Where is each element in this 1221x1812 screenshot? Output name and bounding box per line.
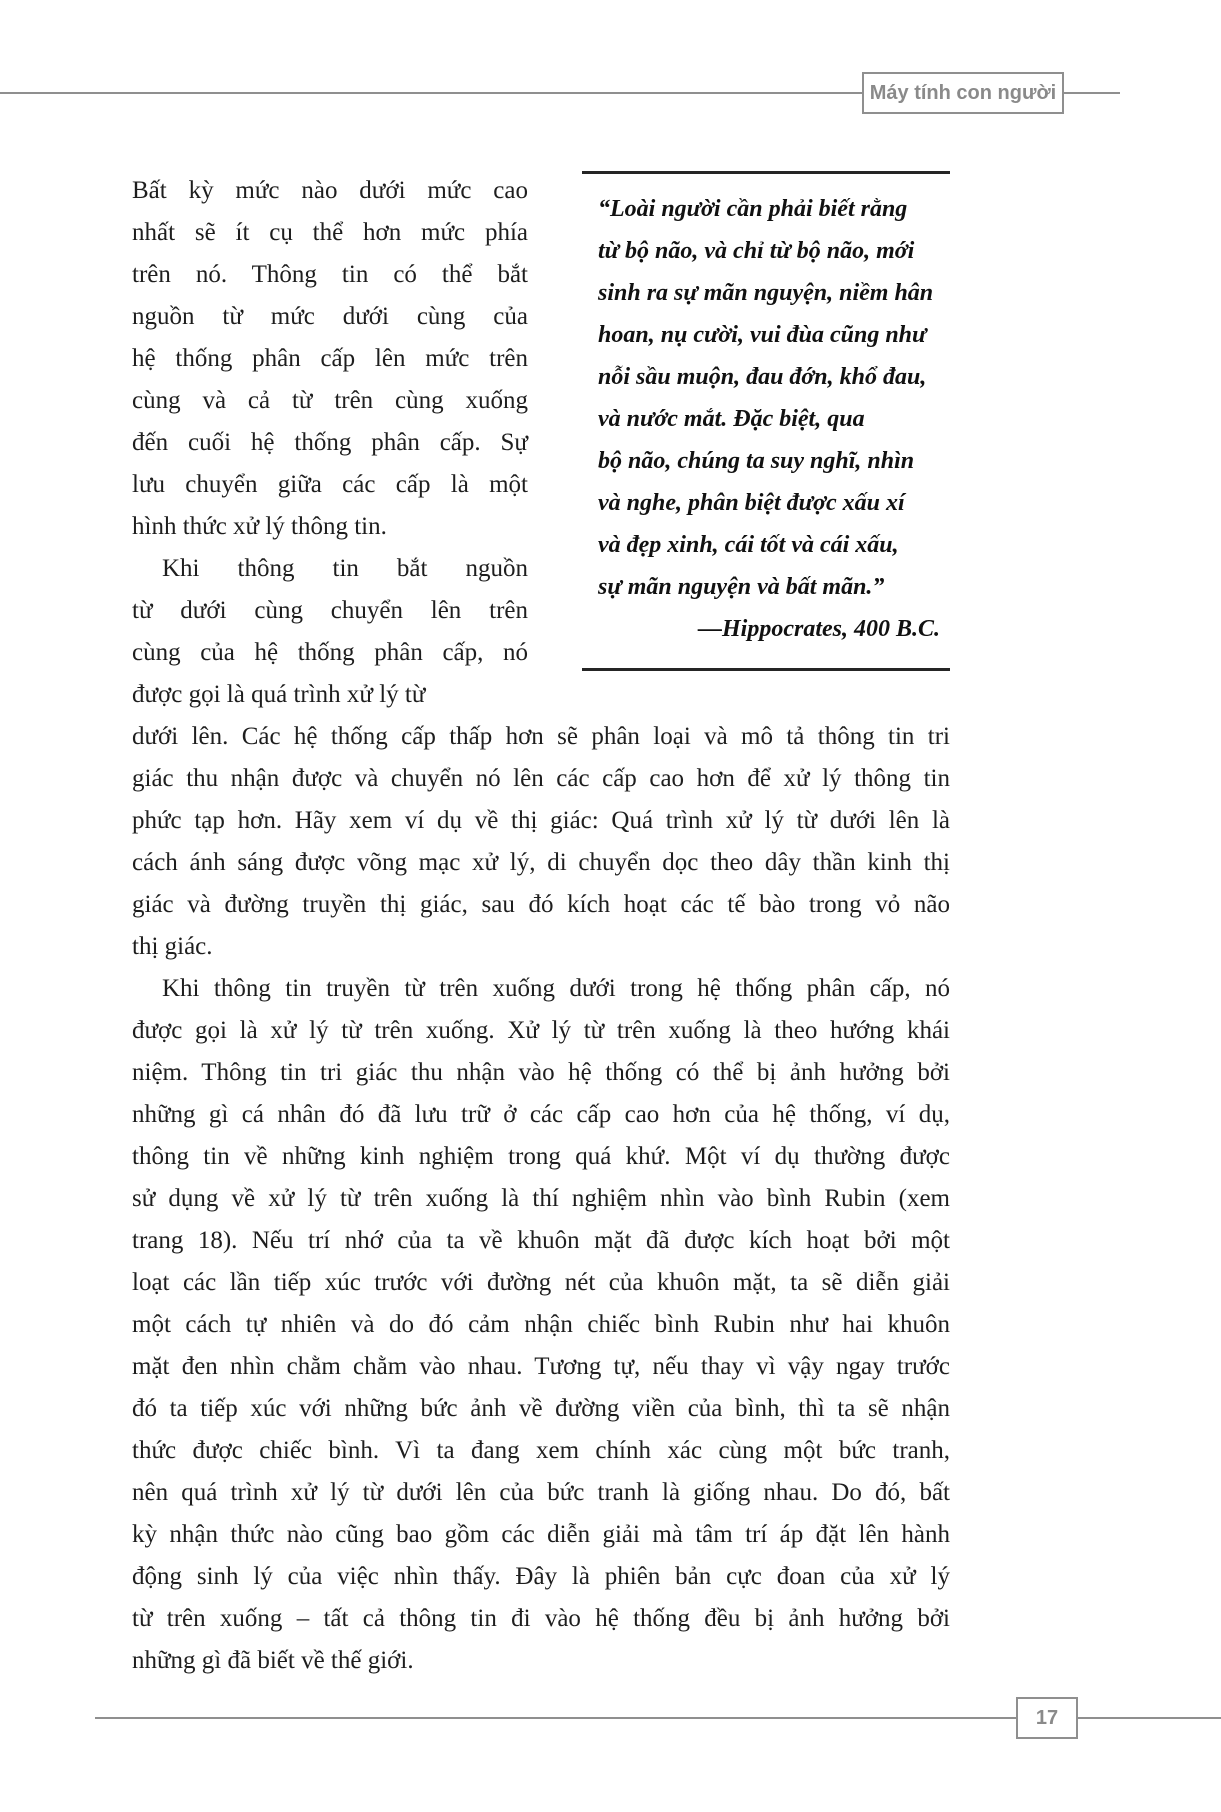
quote-attribution: —Hippocrates, 400 B.C. [697, 616, 940, 642]
text-line: giác và đường truyền thị giác, sau đó kích hoạt các tế bào trong vỏ não [132, 891, 950, 918]
text-line: và nghe, phân biệt được xấu xí [598, 490, 905, 516]
text-line: sinh ra sự mãn nguyện, niềm hân [598, 280, 934, 306]
text-line: và đẹp xinh, cái tốt và cái xấu, [598, 532, 899, 558]
text-line: từ dưới cùng chuyển lên trên [132, 597, 528, 624]
text-line: nguồn từ mức dưới cùng của [132, 303, 528, 330]
text-line: nỗi sầu muộn, đau đớn, khổ đau, [598, 364, 927, 390]
text-line: thức được chiếc bình. Vì ta đang xem chính xác cùng một bức tranh, [132, 1437, 950, 1464]
header-title: Máy tính con người [869, 81, 1057, 104]
text-line: được gọi là quá trình xử lý từ [132, 681, 426, 708]
text-line: thông tin về những kinh nghiệm trong quá khứ. Một ví dụ thường được [132, 1143, 950, 1170]
text-line: dưới lên. Các hệ thống cấp thấp hơn sẽ phân loại và mô tả thông tin tri [132, 723, 950, 750]
text-line: đó ta tiếp xúc với những bức ảnh về đường viền của bình, thì ta sẽ nhận [132, 1395, 950, 1422]
text-line: giác thu nhận được và chuyển nó lên các cấp cao hơn để xử lý thông tin [132, 765, 950, 792]
page-number-box [1016, 1697, 1078, 1739]
text-line: đến cuối hệ thống phân cấp. Sự [132, 429, 528, 456]
text-line: cùng của hệ thống phân cấp, nó [132, 639, 528, 666]
quote-box [582, 171, 950, 671]
text-line: thị giác. [132, 933, 213, 960]
text-line: những gì cá nhân đó đã lưu trữ ở các cấp cao hơn của hệ thống, ví dụ, [132, 1101, 950, 1128]
text-line: kỳ nhận thức nào cũng bao gồm các diễn giải mà tâm trí áp đặt lên hành [132, 1521, 950, 1548]
text-line: trên nó. Thông tin có thể bắt [132, 261, 528, 288]
text-line: Bất kỳ mức nào dưới mức cao [132, 177, 528, 204]
paragraph [132, 968, 950, 1682]
text-line: nên quá trình xử lý từ dưới lên của bức tranh là giống nhau. Do đó, bất [132, 1479, 950, 1506]
text-line: niệm. Thông tin tri giác thu nhận vào hệ thống có thể bị ảnh hưởng bởi [132, 1059, 950, 1086]
text-line: một cách tự nhiên và do đó cảm nhận chiếc bình Rubin như hai khuôn [132, 1311, 950, 1338]
body-text [132, 716, 950, 1682]
text-line: động sinh lý của việc nhìn thấy. Đây là phiên bản cực đoan của xử lý [132, 1563, 950, 1590]
text-line: sự mãn nguyện và bất mãn.” [598, 574, 885, 600]
text-line: cùng và cả từ trên cùng xuống [132, 387, 528, 414]
header-title-box [862, 72, 1064, 114]
text-line: nhất sẽ ít cụ thể hơn mức phía [132, 219, 528, 246]
text-line: từ bộ não, và chỉ từ bộ não, mới [598, 238, 915, 264]
page-number: 17 [1035, 1706, 1059, 1729]
text-line: hình thức xử lý thông tin. [132, 513, 387, 540]
paragraph [132, 548, 528, 716]
text-line: hoan, nụ cười, vui đùa cũng như [598, 322, 927, 348]
paragraph [132, 170, 528, 548]
text-line: những gì đã biết về thế giới. [132, 1647, 414, 1674]
text-line: Khi thông tin bắt nguồn [162, 555, 528, 582]
quote-text [598, 188, 940, 608]
left-column [132, 170, 528, 716]
text-line: phức tạp hơn. Hãy xem ví dụ về thị giác: Quá trình xử lý từ dưới lên là [132, 807, 950, 834]
text-line: hệ thống phân cấp lên mức trên [132, 345, 528, 372]
text-line: loạt các lần tiếp xúc trước với đường nét của khuôn mặt, ta sẽ diễn giải [132, 1269, 950, 1296]
text-line: “Loài người cần phải biết rằng [598, 196, 908, 222]
text-line: và nước mắt. Đặc biệt, qua [598, 406, 865, 432]
text-line: trang 18). Nếu trí nhớ của ta về khuôn mặt đã được kích hoạt bởi một [132, 1227, 950, 1254]
paragraph [132, 716, 950, 968]
text-line: sử dụng về xử lý từ trên xuống là thí nghiệm nhìn vào bình Rubin (xem [132, 1185, 950, 1212]
text-line: Khi thông tin truyền từ trên xuống dưới trong hệ thống phân cấp, nó [162, 975, 950, 1002]
text-line: được gọi là xử lý từ trên xuống. Xử lý từ trên xuống là theo hướng khái [132, 1017, 950, 1044]
text-line: từ trên xuống – tất cả thông tin đi vào hệ thống đều bị ảnh hưởng bởi [132, 1605, 950, 1632]
text-line: cách ánh sáng được võng mạc xử lý, di chuyển dọc theo dây thần kinh thị [132, 849, 950, 876]
text-line: bộ não, chúng ta suy nghĩ, nhìn [598, 448, 915, 474]
text-line: lưu chuyển giữa các cấp là một [132, 471, 528, 498]
text-line: mặt đen nhìn chằm chằm vào nhau. Tương tự, nếu thay vì vậy ngay trước [132, 1353, 950, 1380]
